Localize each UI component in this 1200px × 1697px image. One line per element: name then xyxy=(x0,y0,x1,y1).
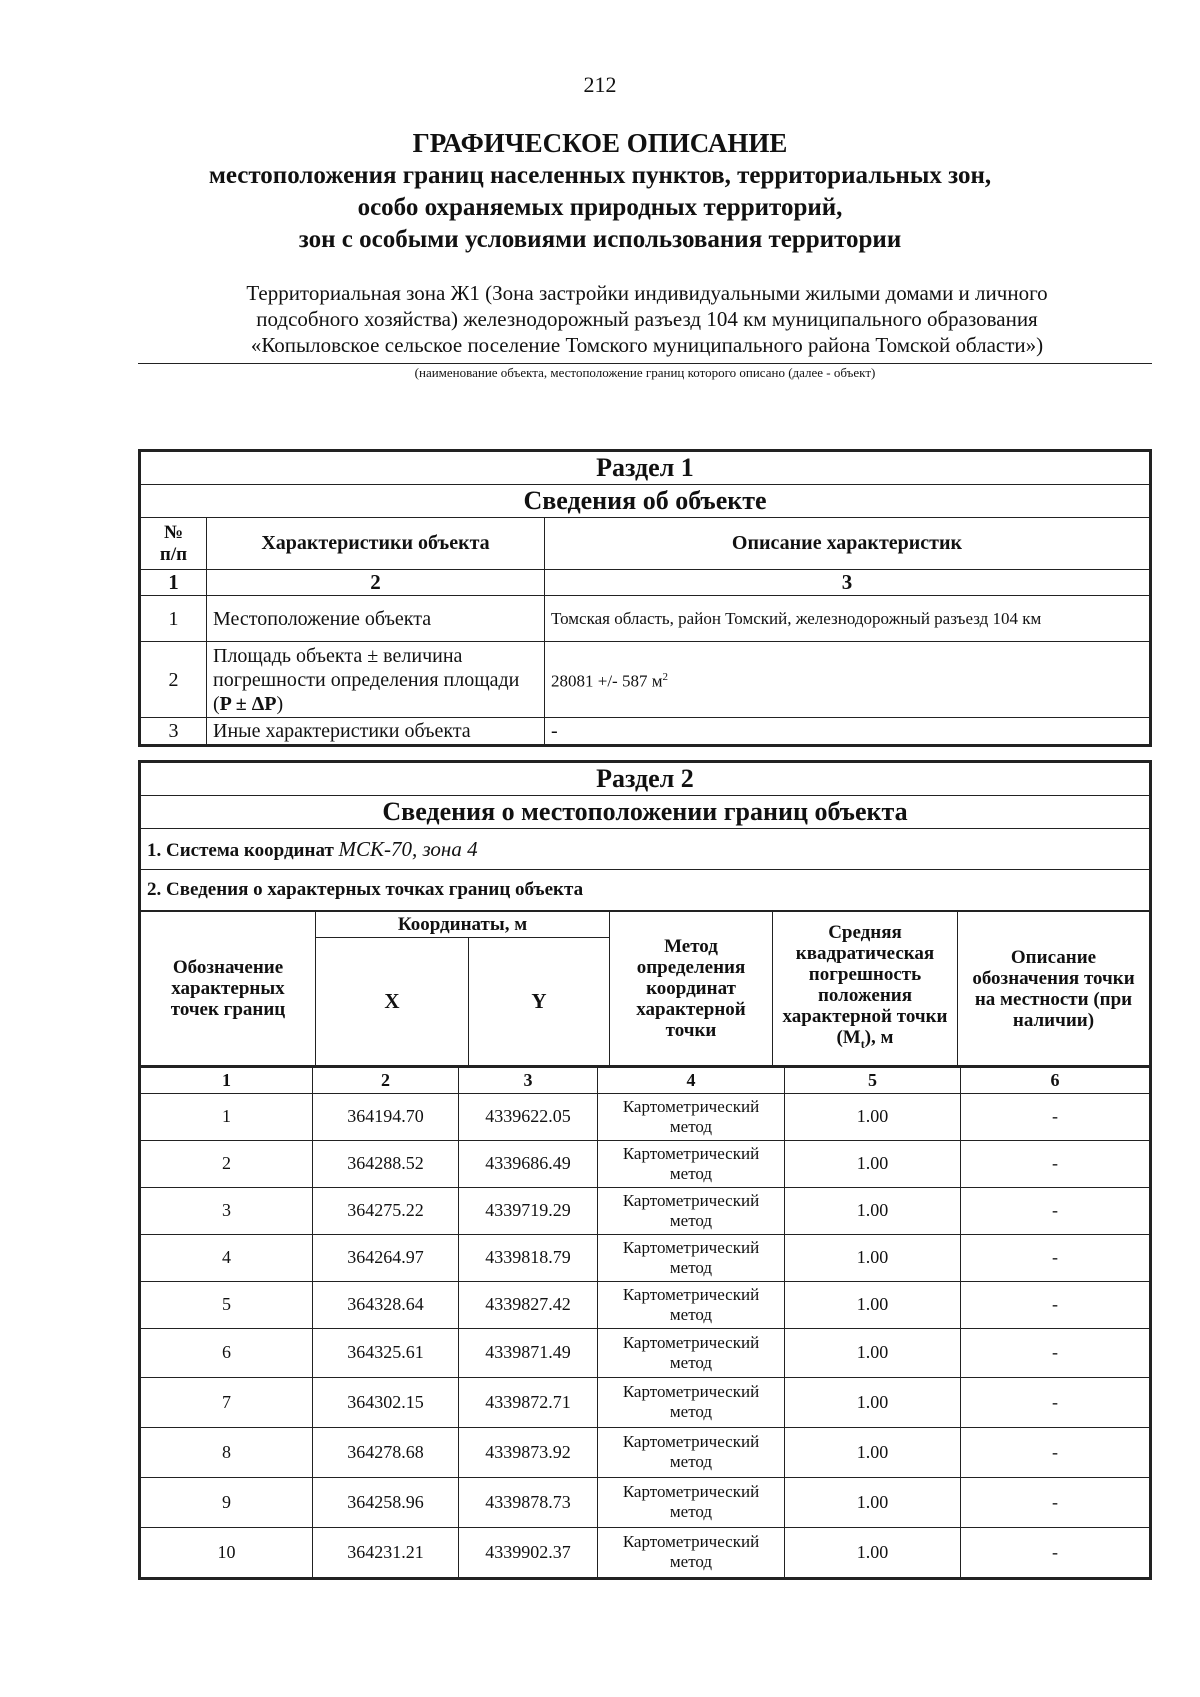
point-number: 4 xyxy=(141,1234,313,1281)
col-number: 1 xyxy=(141,1067,313,1093)
row-label-close: ) xyxy=(276,692,284,715)
point-number: 1 xyxy=(141,1093,313,1140)
point-y: 4339686.49 xyxy=(459,1140,598,1187)
point-method: Картометрический метод xyxy=(598,1477,785,1527)
object-line-3: «Копыловское сельское поселение Томского муниципального района Томской области») xyxy=(250,333,1044,357)
table-row xyxy=(141,1328,1150,1377)
section-1-subtitle: Сведения об объекте xyxy=(141,485,1150,518)
point-description: - xyxy=(961,1281,1150,1328)
table-row xyxy=(141,1427,1150,1477)
header-x: X xyxy=(316,938,469,1066)
point-number: 7 xyxy=(141,1377,313,1427)
point-description: - xyxy=(961,1234,1150,1281)
row-value xyxy=(545,642,1150,718)
row-label xyxy=(207,642,545,718)
header-error-sub: t xyxy=(860,1036,865,1051)
document-title xyxy=(0,126,1200,256)
table-row xyxy=(141,718,1150,745)
coord-system xyxy=(141,829,1150,870)
point-error: 1.00 xyxy=(785,1234,961,1281)
col-number: 6 xyxy=(961,1067,1150,1093)
row-number: 1 xyxy=(141,596,207,642)
coord-system-label: 1. Система координат xyxy=(147,839,334,861)
point-method: Картометрический метод xyxy=(598,1377,785,1427)
col-number: 2 xyxy=(207,570,545,596)
point-error: 1.00 xyxy=(785,1093,961,1140)
table-row xyxy=(141,1477,1150,1527)
row-value: Томская область, район Томский, железнодорожный разъезд 104 км xyxy=(545,596,1150,642)
point-description: - xyxy=(961,1328,1150,1377)
header-coords: Координаты, м xyxy=(316,912,610,938)
col-number: 3 xyxy=(545,570,1150,596)
point-x: 364275.22 xyxy=(313,1187,459,1234)
point-number: 2 xyxy=(141,1140,313,1187)
point-y: 4339871.49 xyxy=(459,1328,598,1377)
header-num-line-1: № xyxy=(163,521,184,543)
col-number: 5 xyxy=(785,1067,961,1093)
row-label: Иные характеристики объекта xyxy=(207,718,545,745)
title-line-3: зон с особыми условиями использования территории xyxy=(298,226,902,253)
point-x: 364258.96 xyxy=(313,1477,459,1527)
point-method: Картометрический метод xyxy=(598,1427,785,1477)
point-x: 364194.70 xyxy=(313,1093,459,1140)
points-label: 2. Сведения о характерных точках границ объекта xyxy=(141,870,1150,911)
page-number: 212 xyxy=(583,72,617,97)
point-x: 364288.52 xyxy=(313,1140,459,1187)
point-description: - xyxy=(961,1140,1150,1187)
point-number: 6 xyxy=(141,1328,313,1377)
header-characteristics: Характеристики объекта xyxy=(207,518,545,570)
header-error-unit: ), м xyxy=(864,1027,894,1049)
header-num-line-2: п/п xyxy=(159,543,188,565)
point-y: 4339902.37 xyxy=(459,1527,598,1577)
header-designation: Обозначение характерных точек границ xyxy=(141,912,316,1066)
title-line-1: местоположения границ населенных пунктов, территориальных зон, xyxy=(208,162,992,189)
col-number: 1 xyxy=(141,570,207,596)
point-method: Картометрический метод xyxy=(598,1527,785,1577)
point-description: - xyxy=(961,1187,1150,1234)
point-method: Картометрический метод xyxy=(598,1234,785,1281)
object-caption: (наименование объекта, местоположение границ которого описано (далее - объект) xyxy=(414,365,876,380)
title-line-2: особо охраняемых природных территорий, xyxy=(357,194,843,221)
point-y: 4339872.71 xyxy=(459,1377,598,1427)
point-method: Картометрический метод xyxy=(598,1140,785,1187)
point-error: 1.00 xyxy=(785,1527,961,1577)
point-method: Картометрический метод xyxy=(598,1187,785,1234)
point-x: 364302.15 xyxy=(313,1377,459,1427)
section-2-subtitle: Сведения о местоположении границ объекта xyxy=(141,796,1150,829)
header-error xyxy=(773,912,958,1066)
point-number: 9 xyxy=(141,1477,313,1527)
row-value: - xyxy=(545,718,1150,745)
point-y: 4339878.73 xyxy=(459,1477,598,1527)
header-y: Y xyxy=(469,938,610,1066)
point-y: 4339719.29 xyxy=(459,1187,598,1234)
section-1-title: Раздел 1 xyxy=(141,452,1150,485)
point-y: 4339827.42 xyxy=(459,1281,598,1328)
row-label-text: Площадь объекта ± величина погрешности определения площади ( xyxy=(213,644,520,715)
header-method: Метод определения координат характерной точки xyxy=(610,912,773,1066)
point-error: 1.00 xyxy=(785,1140,961,1187)
point-error: 1.00 xyxy=(785,1427,961,1477)
object-line-2: подсобного хозяйства) железнодорожный разъезд 104 км муниципального образования xyxy=(256,307,1038,331)
point-description: - xyxy=(961,1427,1150,1477)
header-point-description: Описание обозначения точки на местности (при наличии) xyxy=(958,912,1150,1066)
point-number: 10 xyxy=(141,1527,313,1577)
row-label: Местоположение объекта xyxy=(207,596,545,642)
point-x: 364278.68 xyxy=(313,1427,459,1477)
area-formula: P ± ΔP xyxy=(219,692,277,715)
table-row xyxy=(141,596,1150,642)
table-row xyxy=(141,1093,1150,1140)
col-number: 2 xyxy=(313,1067,459,1093)
table-row xyxy=(141,1140,1150,1187)
point-number: 3 xyxy=(141,1187,313,1234)
title-main: ГРАФИЧЕСКОЕ ОПИСАНИЕ xyxy=(412,128,788,158)
point-y: 4339622.05 xyxy=(459,1093,598,1140)
header-num xyxy=(141,518,207,570)
area-value: 28081 +/- 587 м xyxy=(551,671,663,691)
point-x: 364264.97 xyxy=(313,1234,459,1281)
point-number: 8 xyxy=(141,1427,313,1477)
section-2-table xyxy=(140,762,1150,911)
object-line-1: Территориальная зона Ж1 (Зона застройки индивидуальными жилыми домами и личного xyxy=(246,281,1048,305)
points-header-table xyxy=(140,911,1150,1066)
coord-system-value: МСК-70, зона 4 xyxy=(338,836,478,861)
points-table xyxy=(140,1066,1150,1578)
point-description: - xyxy=(961,1527,1150,1577)
col-number: 3 xyxy=(459,1067,598,1093)
point-method: Картометрический метод xyxy=(598,1281,785,1328)
point-number: 5 xyxy=(141,1281,313,1328)
row-number: 3 xyxy=(141,718,207,745)
point-method: Картометрический метод xyxy=(598,1328,785,1377)
col-number: 4 xyxy=(598,1067,785,1093)
area-unit-sup: 2 xyxy=(662,671,668,684)
object-name xyxy=(140,280,1154,358)
table-row xyxy=(141,1187,1150,1234)
section-1 xyxy=(138,449,1152,747)
object-underline xyxy=(138,363,1152,364)
point-error: 1.00 xyxy=(785,1281,961,1328)
point-error: 1.00 xyxy=(785,1477,961,1527)
section-1-table xyxy=(140,451,1150,745)
header-error-text: Средняя квадратическая погрешность положения характерной точки (M xyxy=(782,922,948,1049)
point-y: 4339873.92 xyxy=(459,1427,598,1477)
row-number: 2 xyxy=(141,642,207,718)
point-error: 1.00 xyxy=(785,1187,961,1234)
point-description: - xyxy=(961,1093,1150,1140)
point-x: 364328.64 xyxy=(313,1281,459,1328)
section-2 xyxy=(138,760,1152,1580)
header-description: Описание характеристик xyxy=(545,518,1150,570)
point-error: 1.00 xyxy=(785,1328,961,1377)
table-row xyxy=(141,1281,1150,1328)
table-row xyxy=(141,1234,1150,1281)
points-body xyxy=(141,1093,1150,1577)
table-row xyxy=(141,1527,1150,1577)
point-error: 1.00 xyxy=(785,1377,961,1427)
point-description: - xyxy=(961,1477,1150,1527)
table-row xyxy=(141,642,1150,718)
point-x: 364231.21 xyxy=(313,1527,459,1577)
point-y: 4339818.79 xyxy=(459,1234,598,1281)
point-description: - xyxy=(961,1377,1150,1427)
point-method: Картометрический метод xyxy=(598,1093,785,1140)
table-row xyxy=(141,1377,1150,1427)
point-x: 364325.61 xyxy=(313,1328,459,1377)
section-2-title: Раздел 2 xyxy=(141,763,1150,796)
